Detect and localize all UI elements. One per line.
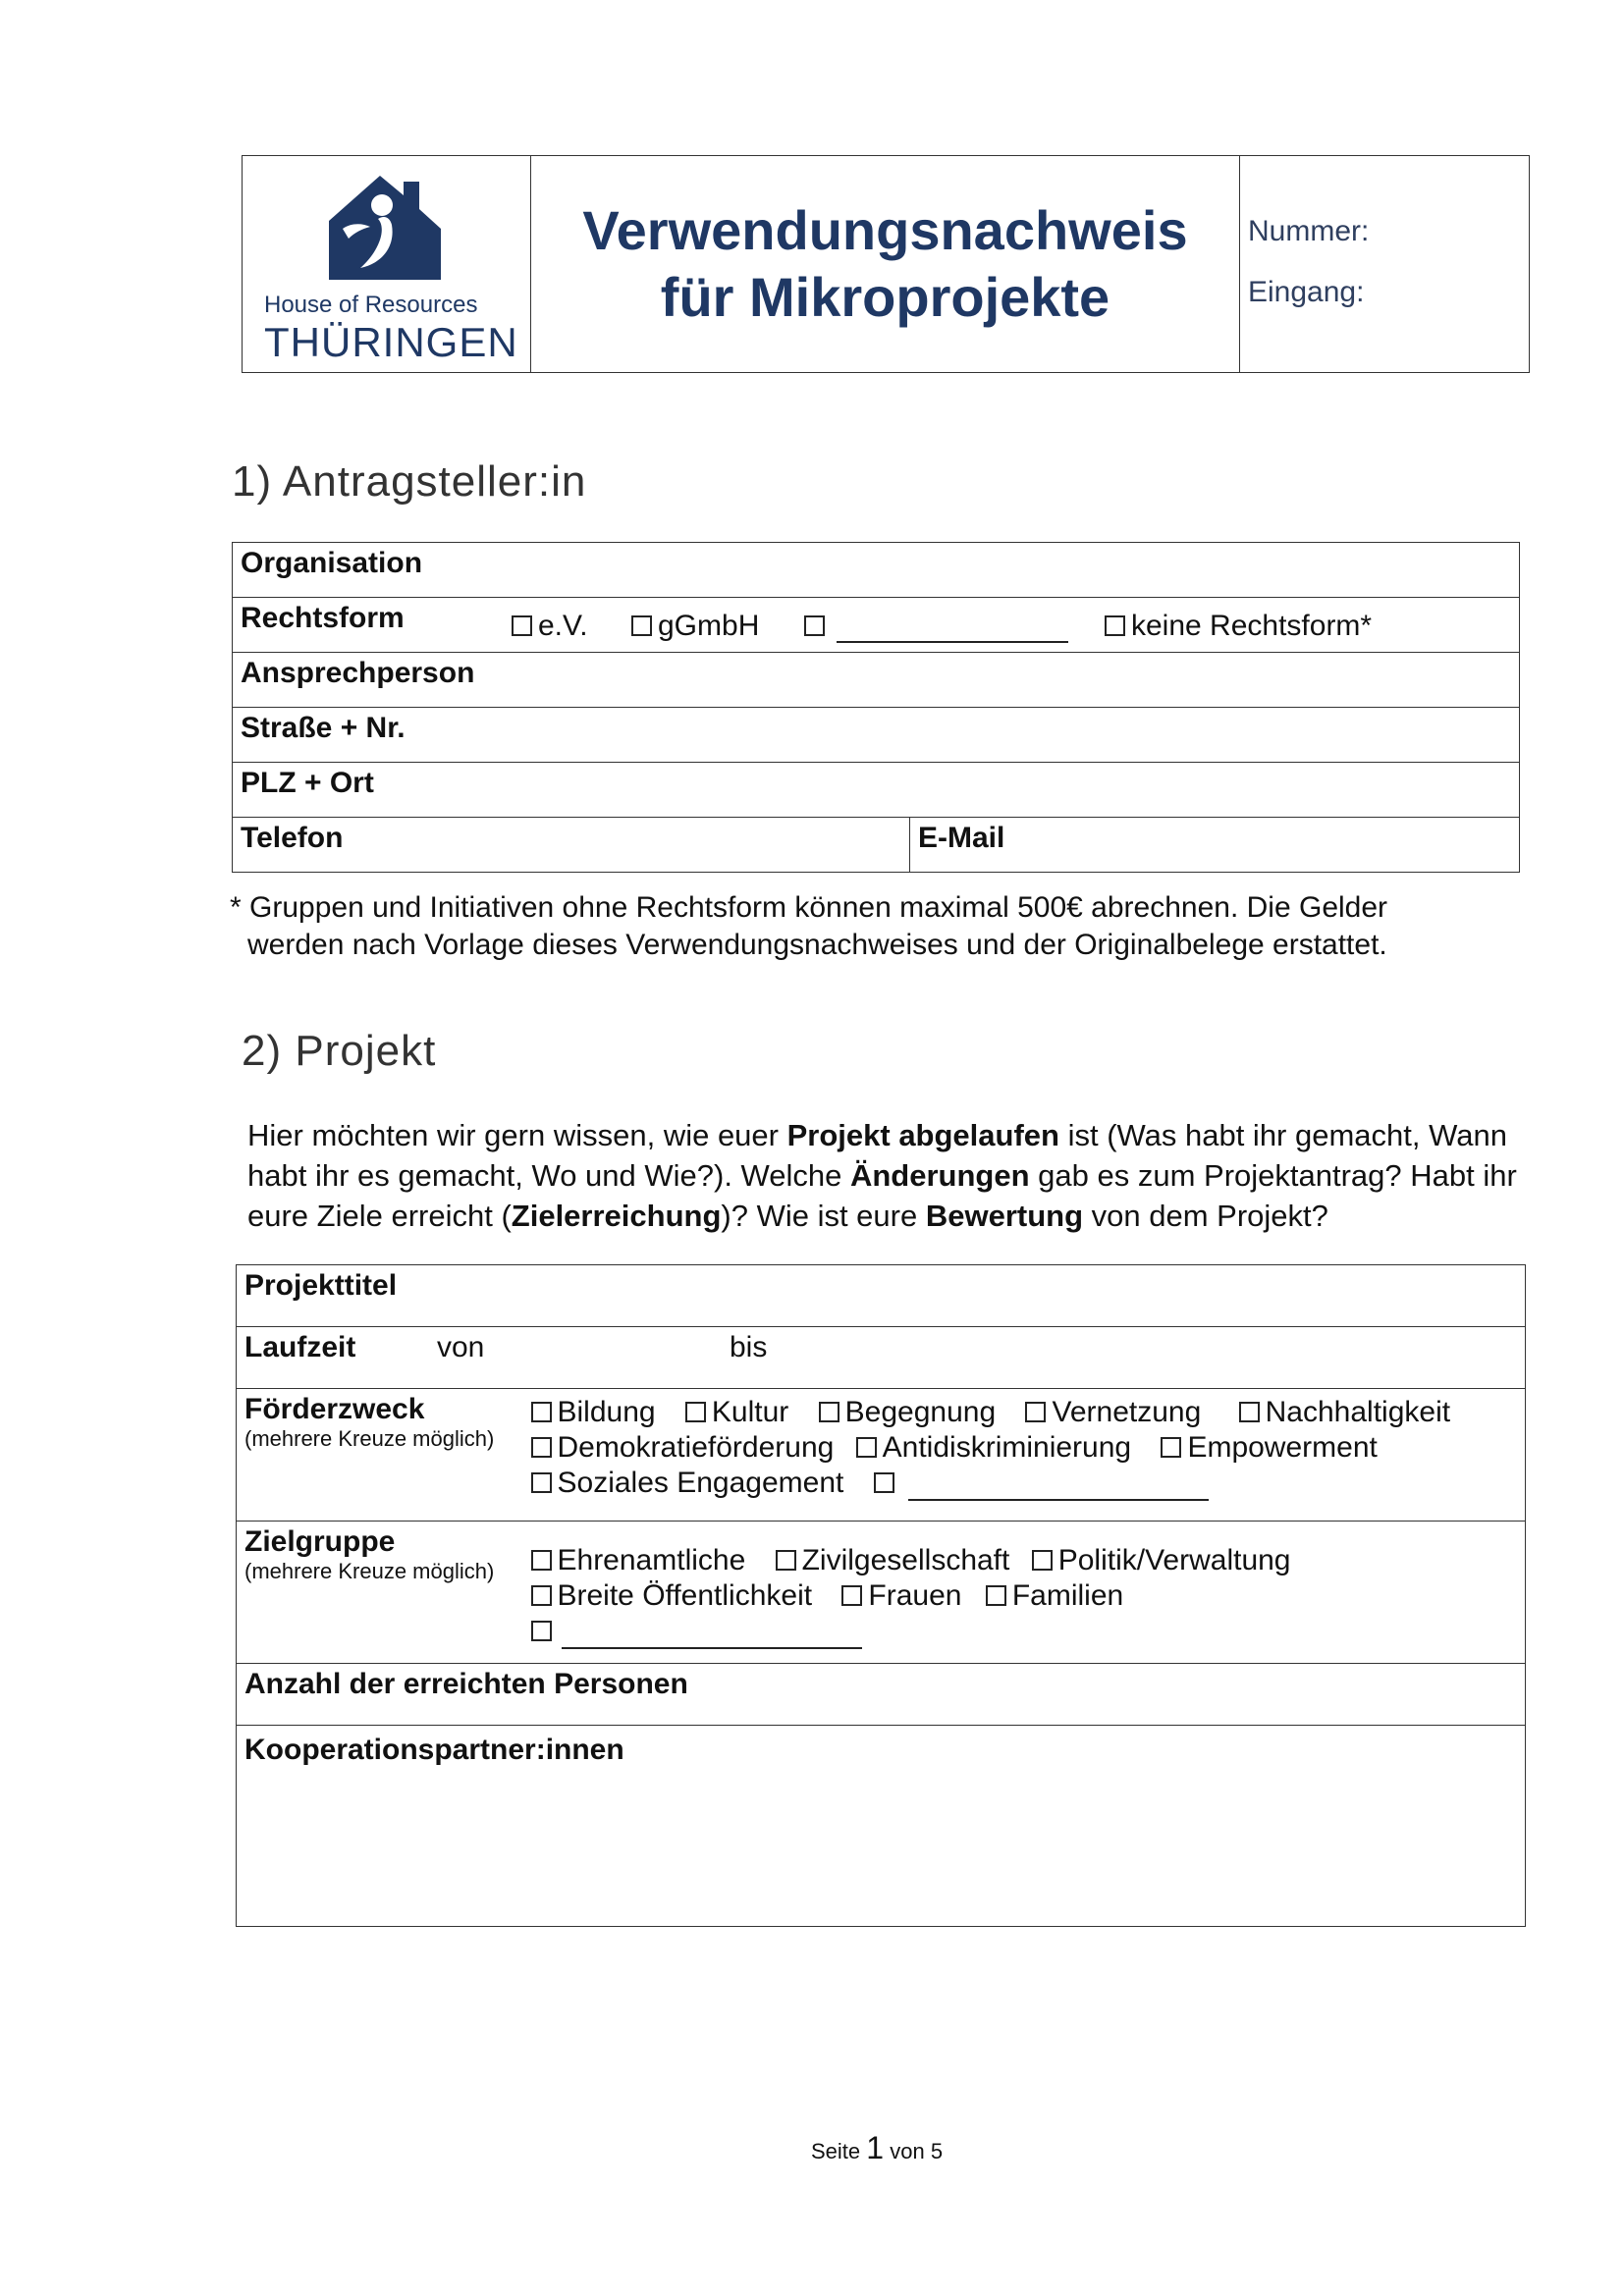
zielgruppe-label: Zielgruppe [244,1525,396,1558]
plz-ort-row[interactable] [233,763,1520,818]
checkbox-icon[interactable] [1239,1402,1260,1422]
option-bildung[interactable]: Bildung [531,1396,656,1428]
checkbox-icon[interactable] [856,1437,877,1458]
plz-ort-label: PLZ + Ort [241,767,374,799]
applicant-table [232,542,1520,873]
von-field[interactable]: von [437,1331,485,1363]
checkbox-icon[interactable] [1161,1437,1181,1458]
email-cell[interactable] [910,818,1520,873]
zielgruppe-hint: (mehrere Kreuze möglich) [244,1559,495,1583]
strasse-row[interactable] [233,708,1520,763]
anzahl-label: Anzahl der erreichten Personen [244,1668,688,1700]
strasse-label: Straße + Nr. [241,712,406,744]
footer-seite: Seite [811,2139,861,2163]
footer-total-pages: 5 [930,2139,944,2163]
document-title: Verwendungsnachweis [582,199,1188,261]
option-ehrenamtliche[interactable]: Ehrenamtliche [531,1544,746,1576]
foerderzweck-label: Förderzweck [244,1393,425,1425]
footnote-line-2: werden nach Vorlage dieses Verwendungsnachweises und der Originalbelege erstattet. [247,929,1387,961]
checkbox-icon[interactable] [776,1550,796,1571]
footnote [230,889,1387,964]
checkbox-icon[interactable] [841,1585,862,1606]
checkbox-icon[interactable] [531,1402,552,1422]
organisation-row[interactable] [233,543,1520,598]
logo-text-thueringen: THÜRINGEN [264,319,518,365]
ziel-other-blank-field[interactable] [562,1618,862,1649]
eingang-field[interactable]: Eingang: [1248,276,1365,308]
option-ziel-other[interactable] [531,1615,862,1647]
section-2-title: 2) Projekt [242,1027,437,1075]
ansprechperson-label: Ansprechperson [241,657,475,689]
checkbox-icon[interactable] [819,1402,839,1422]
foerder-other-blank-field[interactable] [908,1469,1209,1501]
foerderzweck-hint: (mehrere Kreuze möglich) [244,1426,495,1451]
checkbox-icon[interactable] [512,615,532,636]
footer-von: von [890,2139,925,2163]
house-logo-icon [321,170,449,288]
telefon-cell[interactable] [233,818,910,873]
footer-page-number: 1 [866,2130,885,2165]
option-empowerment[interactable]: Empowerment [1161,1431,1377,1464]
checkbox-icon[interactable] [1032,1550,1053,1571]
telefon-label: Telefon [241,822,344,854]
laufzeit-label: Laufzeit [244,1331,356,1363]
project-intro: Hier möchten wir gern wissen, wie euer Projekt abgelaufen ist (Was habt ihr gemacht, Wann habt ihr es gemacht, Wo und Wie?). Welche Änderungen gab es zum Projektantrag? Habt ihr eure Ziele erreicht (Zielerreichung)? Wie ist eure Bewertung von dem Projekt? [247,1118,1517,1233]
option-ev[interactable]: e.V. [512,610,588,643]
rechtsform-label: Rechtsform [241,602,405,634]
email-label: E-Mail [918,822,1005,854]
checkbox-icon[interactable] [531,1585,552,1606]
checkbox-icon[interactable] [1025,1402,1046,1422]
checkbox-icon[interactable] [631,615,652,636]
checkbox-icon[interactable] [874,1472,894,1493]
option-kultur[interactable]: Kultur [685,1396,788,1428]
kooperation-label: Kooperationspartner:innen [244,1734,624,1766]
option-politik-verwaltung[interactable]: Politik/Verwaltung [1032,1544,1291,1576]
option-vernetzung[interactable]: Vernetzung [1025,1396,1201,1428]
title-cell [531,156,1240,372]
zielgruppe-label-cell [237,1522,523,1664]
checkbox-icon[interactable] [531,1437,552,1458]
nummer-field[interactable]: Nummer: [1248,215,1370,247]
checkbox-icon[interactable] [986,1585,1006,1606]
option-soziales-engagement[interactable]: Soziales Engagement [531,1467,844,1499]
anzahl-row[interactable] [237,1664,1526,1726]
option-begegnung[interactable]: Begegnung [819,1396,997,1428]
option-demokratiefoerderung[interactable]: Demokratieförderung [531,1431,835,1464]
document-subtitle: für Mikroprojekte [660,266,1110,328]
option-other[interactable] [804,610,1068,643]
kooperation-row[interactable] [237,1726,1526,1927]
option-familien[interactable]: Familien [986,1579,1123,1612]
foerderzweck-options [523,1389,1526,1522]
footnote-line-1: * Gruppen und Initiativen ohne Rechtsform können maximal 500€ abrechnen. Die Gelder [230,891,1388,924]
project-table [236,1264,1526,1927]
page-footer [811,2130,943,2166]
projekttitel-row[interactable] [237,1265,1526,1327]
projekttitel-label: Projekttitel [244,1269,398,1302]
bis-field[interactable]: bis [730,1331,768,1363]
checkbox-icon[interactable] [531,1472,552,1493]
ansprechperson-row[interactable] [233,653,1520,708]
laufzeit-row [237,1327,1526,1389]
logo-text-house: House of Resources [264,292,478,318]
option-keine-rechtsform[interactable]: keine Rechtsform* [1105,610,1372,643]
zielgruppe-options [523,1522,1526,1664]
foerderzweck-label-cell [237,1389,523,1522]
option-nachhaltigkeit[interactable]: Nachhaltigkeit [1239,1396,1450,1428]
rechtsform-row [233,598,1520,653]
other-blank-field[interactable] [837,612,1068,643]
option-antidiskriminierung[interactable]: Antidiskriminierung [856,1431,1131,1464]
option-zivilgesellschaft[interactable]: Zivilgesellschaft [776,1544,1010,1576]
organisation-label: Organisation [241,547,423,579]
checkbox-icon[interactable] [531,1621,552,1641]
section-1-title: 1) Antragsteller:in [232,457,587,506]
option-breite-oeffentlichkeit[interactable]: Breite Öffentlichkeit [531,1579,813,1612]
checkbox-icon[interactable] [1105,615,1125,636]
option-foerder-other[interactable] [874,1467,1209,1499]
option-ggmbh[interactable]: gGmbH [631,610,759,643]
option-frauen[interactable]: Frauen [841,1579,961,1612]
header-box [242,155,1530,373]
logo [243,156,531,372]
checkbox-icon[interactable] [804,615,825,636]
checkbox-icon[interactable] [685,1402,706,1422]
checkbox-icon[interactable] [531,1550,552,1571]
meta-cell [1240,156,1529,372]
